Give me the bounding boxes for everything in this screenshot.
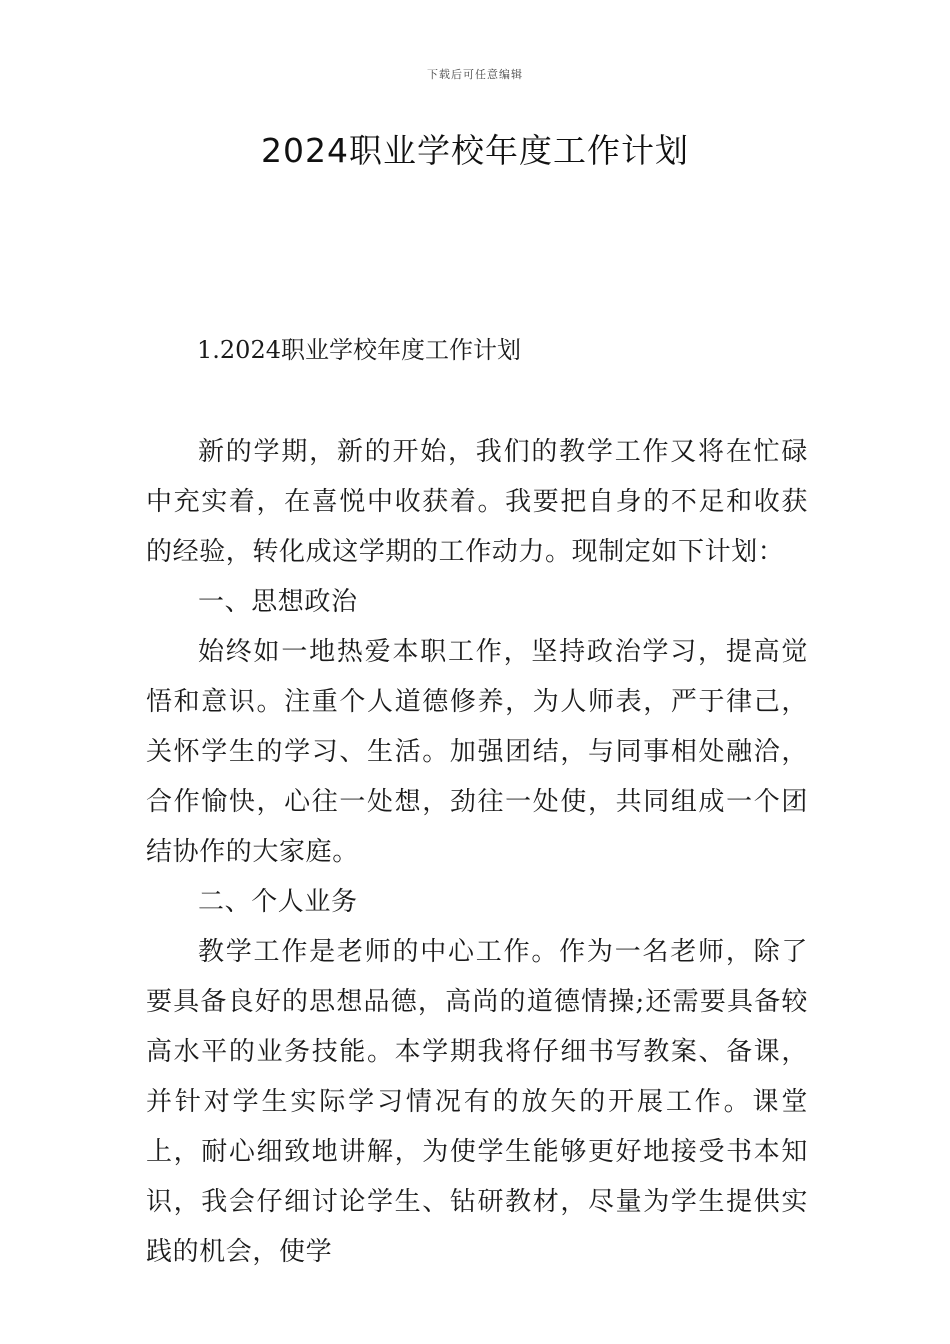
subheading-ideology: 一、思想政治 bbox=[198, 587, 358, 617]
subheading-personal-work: 二、个人业务 bbox=[198, 887, 358, 917]
paragraph-intro: 新的学期，新的开始，我们的教学工作又将在忙碌中充实着，在喜悦中收获着。我要把自身的不足和收获的经验，转化成这学期的工作动力。现制定如下计划： bbox=[146, 437, 808, 567]
header-note: 下载后可任意编辑 bbox=[427, 68, 523, 81]
paragraph-personal-work: 教学工作是老师的中心工作。作为一名老师，除了要具备良好的思想品德，高尚的道德情操;还需要具备较高水平的业务技能。本学期我将仔细书写教案、备课，并针对学生实际学习情况有的放矢的开展工作。课堂上，耐心细致地讲解，为使学生能够更好地接受书本知识，我会仔细讨论学生、钻研教材，尽量为学生提供实践的机会，使学 bbox=[146, 937, 808, 1267]
document-body bbox=[146, 427, 808, 1277]
paragraph-ideology: 始终如一地热爱本职工作，坚持政治学习，提高觉悟和意识。注重个人道德修养，为人师表，严于律己，关怀学生的学习、生活。加强团结，与同事相处融洽，合作愉快，心往一处想，劲往一处使，共同组成一个团结协作的大家庭。 bbox=[146, 637, 808, 867]
section-heading: 1.2024职业学校年度工作计划 bbox=[197, 336, 521, 364]
document-title: 2024职业学校年度工作计划 bbox=[261, 131, 689, 170]
